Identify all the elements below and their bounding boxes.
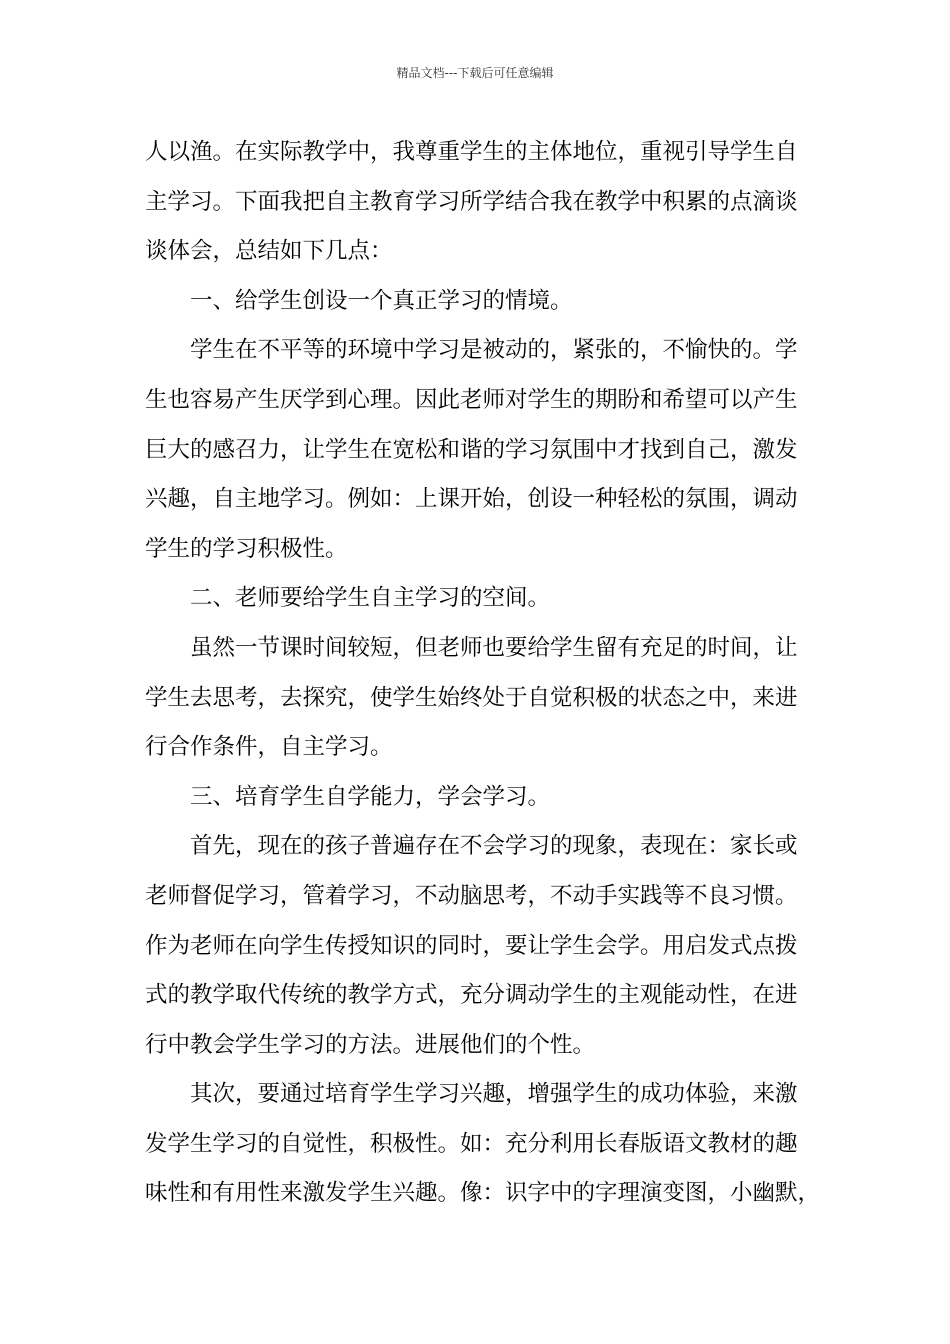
text-line: 老师督促学习，管着学习，不动脑思考，不动手实践等不良习惯。 (145, 882, 798, 909)
text-line: 学生去思考，去探究，使学生始终处于自觉积极的状态之中，来进 (145, 684, 798, 711)
text-line: 其次，要通过培育学生学习兴趣，增强学生的成功体验，来激 (190, 1081, 798, 1108)
text-line: 虽然一节课时间较短，但老师也要给学生留有充足的时间，让 (190, 634, 798, 661)
text-line: 式的教学取代传统的教学方式，充分调动学生的主观能动性，在进 (145, 982, 798, 1009)
text-line: 人以渔。在实际教学中，我尊重学生的主体地位，重视引导学生自 (145, 139, 798, 165)
text-line: 三、培育学生自学能力，学会学习。 (190, 783, 551, 810)
text-line: 学生在不平等的环境中学习是被动的，紧张的，不愉快的。学 (190, 337, 798, 364)
text-line: 谈体会，总结如下几点： (145, 238, 393, 265)
text-line: 发学生学习的自觉性，积极性。如：充分利用长春版语文教材的趣 (145, 1130, 798, 1157)
text-line: 学生的学习积极性。 (145, 535, 348, 562)
text-line: 一、给学生创设一个真正学习的情境。 (190, 287, 573, 314)
text-line: 味性和有用性来激发学生兴趣。像：识字中的字理演变图，小幽默， (145, 1180, 821, 1207)
text-line: 二、老师要给学生自主学习的空间。 (190, 585, 551, 612)
text-line: 生也容易产生厌学到心理。因此老师对学生的期盼和希望可以产生 (145, 386, 798, 413)
text-line: 兴趣，自主地学习。例如：上课开始，创设一种轻松的氛围，调动 (145, 486, 798, 513)
text-line: 首先，现在的孩子普遍存在不会学习的现象，表现在：家长或 (190, 833, 798, 860)
document-body (145, 128, 825, 1219)
text-line: 作为老师在向学生传授知识的同时，要让学生会学。用启发式点拨 (145, 932, 798, 959)
text-line: 巨大的感召力，让学生在宽松和谐的学习氛围中才找到自己，激发 (145, 436, 798, 463)
text-line: 行合作条件，自主学习。 (145, 734, 393, 761)
page-header: 精品文档---下载后可任意编辑 (396, 66, 554, 80)
text-line: 行中教会学生学习的方法。进展他们的个性。 (145, 1031, 596, 1058)
text-line: 主学习。下面我把自主教育学习所学结合我在教学中积累的点滴谈 (145, 188, 798, 215)
